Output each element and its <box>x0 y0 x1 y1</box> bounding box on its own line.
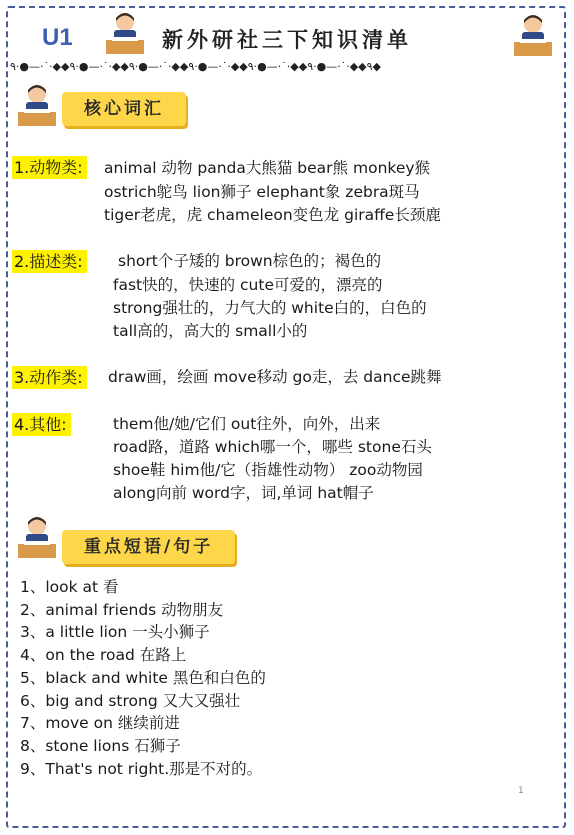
page-title: 新外研社三下知识清单 <box>162 27 412 52</box>
vocab-line: animal 动物 panda大熊猫 bear熊 monkey猴 <box>104 159 431 177</box>
list-item: 3、a little lion 一头小狮子 <box>20 623 210 642</box>
vocab-line: road路，道路 which哪一个，哪些 stone石头 <box>113 438 432 456</box>
unit-label: U1 <box>42 24 73 51</box>
student-illustration <box>104 10 146 56</box>
list-item: 1、look at 看 <box>20 578 119 596</box>
list-item: 2、animal friends 动物朋友 <box>20 600 224 619</box>
section-heading-core-vocab: 核心词汇 <box>62 92 186 126</box>
student-illustration <box>16 514 58 560</box>
vocab-line: ostrich鸵鸟 lion狮子 elephant象 zebra斑马 <box>104 183 420 201</box>
list-item: 9、That's not right.那是不对的。 <box>20 759 263 778</box>
vocab-line: fast快的，快速的 cute可爱的，漂亮的 <box>113 276 383 294</box>
vocab-line: tall高的，高大的 small小的 <box>113 322 308 340</box>
category-label: 4.其他: <box>12 413 71 436</box>
student-illustration <box>512 12 554 58</box>
vocab-line: them他/她/它们 out往外，向外，出来 <box>113 415 381 433</box>
vocab-line: strong强壮的，力气大的 white白的，白色的 <box>113 299 427 317</box>
phrase-list <box>20 576 266 780</box>
category-label: 2.描述类: <box>12 250 87 273</box>
page-number: 1 <box>518 786 524 796</box>
list-item: 7、move on 继续前进 <box>20 714 180 733</box>
vocab-line: draw画，绘画 move移动 go走，去 dance跳舞 <box>108 368 442 386</box>
list-item: 5、black and white 黑色和白色的 <box>20 668 266 687</box>
decorative-divider: ٩◆◆·˙·—●·٩◆◆·˙·—●·٩◆◆·˙·—●·٩◆◆·˙·—●·٩◆◆·˙·—●·٩◆◆·˙·—●·٩◆ <box>10 60 382 73</box>
list-item: 4、on the road 在路上 <box>20 646 187 665</box>
section-heading-key-phrases: 重点短语/句子 <box>62 530 235 564</box>
list-item: 8、stone lions 石狮子 <box>20 736 181 755</box>
vocab-line: tiger老虎，虎 chameleon变色龙 giraffe长颈鹿 <box>104 206 441 224</box>
student-illustration <box>16 82 58 128</box>
vocab-line: shoe鞋 him他/它（指雄性动物） zoo动物园 <box>113 461 423 479</box>
category-label: 3.动作类: <box>12 366 87 389</box>
category-label: 1.动物类: <box>12 156 87 179</box>
vocab-line: along向前 word字，词,单词 hat帽子 <box>113 484 374 502</box>
vocab-line: short个子矮的 brown棕色的；褐色的 <box>118 252 382 270</box>
list-item: 6、big and strong 又大又强壮 <box>20 691 241 710</box>
